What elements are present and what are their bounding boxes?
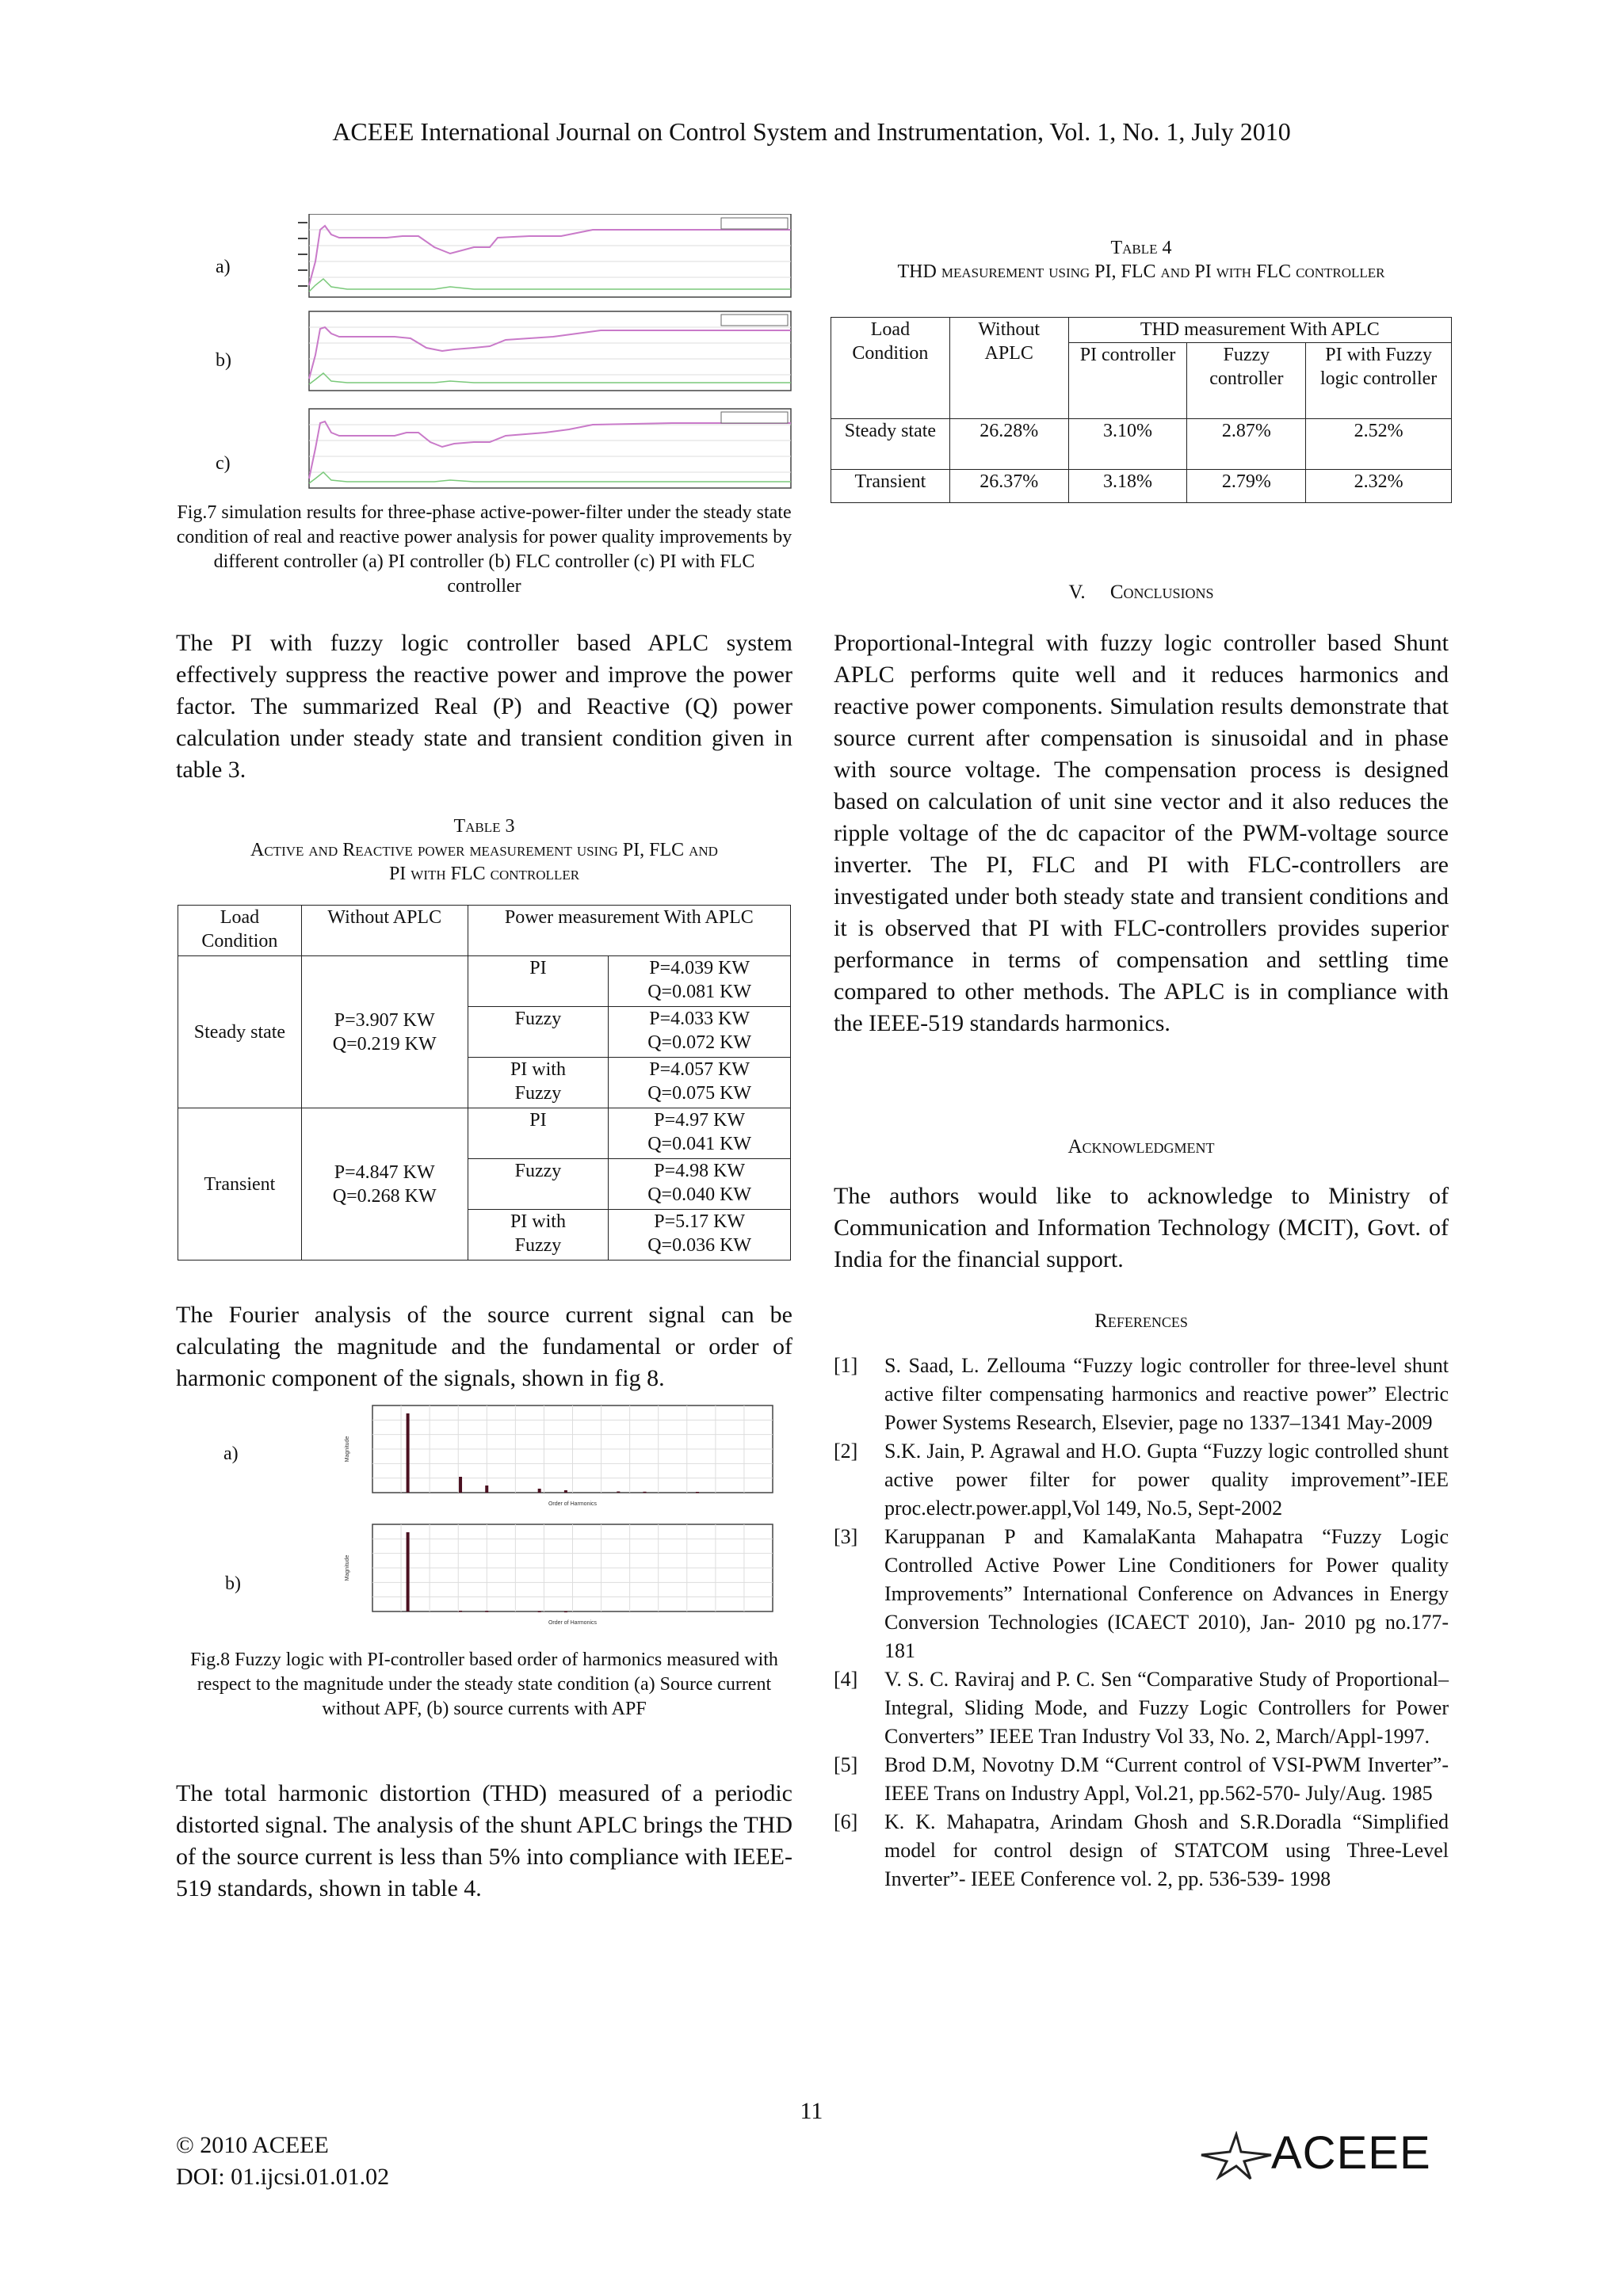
reference-item: [834, 1808, 1449, 1894]
table4-pi: 3.18%: [1068, 470, 1187, 503]
fig7-plots: [292, 214, 792, 499]
table3-ctrl: PI: [468, 1108, 609, 1159]
harmonic-bar: [564, 1611, 567, 1613]
conclusions-heading: [834, 582, 1449, 604]
table3-value: P=4.98 KW Q=0.040 KW: [609, 1159, 791, 1210]
paragraph-reactive-power: The PI with fuzzy logic controller based APLC system effectively suppress the reactive power and improve the power factor. The summarized Real (P) and Reactive (Q) power calculation under steady state and transient condition given in table 3.: [176, 630, 792, 783]
logo-text: ACEEE: [1271, 2127, 1431, 2179]
table3: [178, 905, 791, 1261]
table4-pifuzzy: 2.32%: [1306, 470, 1452, 503]
doi: DOI: 01.ijcsi.01.01.02: [176, 2164, 390, 2190]
harmonic-bar: [564, 1490, 567, 1493]
reference-text: V. S. C. Raviraj and P. C. Sen “Comparative Study of Proportional–Integral, Sliding Mode, and Fuzzy Logic Controllers for Power Converters” IEEE Tran Industry Vol 33, No. 2, March/Appl-1997.: [884, 1668, 1449, 1748]
table4-pi: 3.10%: [1068, 419, 1187, 470]
fig8-caption: Fig.8 Fuzzy logic with PI-controller based order of harmonics measured with respect to the magnitude under the steady state condition (a) Source current without APF, (b) source currents with APF: [190, 1650, 778, 1719]
harmonic-bar: [485, 1486, 488, 1493]
table4-pifuzzy: 2.52%: [1306, 419, 1452, 470]
aceee-logo: [1198, 2126, 1452, 2182]
table3-without-transient: P=4.847 KW Q=0.268 KW: [301, 1108, 468, 1261]
fig8-label-b: b): [225, 1573, 241, 1594]
paragraph-thd: The total harmonic distortion (THD) measured of a periodic distorted signal. The analysis of the shunt APLC brings the THD of the source current is less than 5% into compliance with IEEE-519 standards, shown in table 4.: [176, 1780, 792, 1901]
y-axis-label: Magnitude: [345, 1436, 350, 1463]
table4-cond: Transient: [831, 470, 950, 503]
fig7-label-c: c): [216, 453, 231, 474]
reference-number: [3]: [834, 1525, 858, 1548]
reference-item: [834, 1437, 1449, 1523]
reference-item: [834, 1751, 1449, 1808]
table4-header-thd: THD measurement With APLC: [1068, 318, 1451, 343]
reference-text: K. K. Mahapatra, Arindam Ghosh and S.R.Doradla “Simplified model for control design of STATCOM using Three-Level Inverter”- IEEE Conference vol. 2, pp. 536-539- 1998: [884, 1810, 1449, 1890]
harmonic-bar: [407, 1413, 410, 1493]
paragraph-fourier: The Fourier analysis of the source current signal can be calculating the magnitude and the fundamental or order of harmonic component of the signals, shown in fig 8.: [176, 1302, 792, 1391]
table3-cond-steady: Steady state: [178, 956, 302, 1108]
conclusions-title: Conclusions: [1109, 582, 1214, 603]
fig7-caption: Fig.7 simulation results for three-phase active-power-filter under the steady state condition of real and reactive power analysis for power quality improvements by different controller (a) PI controller (b) FLC controller (c) PI with FLC controller: [176, 502, 792, 597]
table4-header-pi: PI controller: [1068, 343, 1187, 419]
table3-without-steady: P=3.907 KW Q=0.219 KW: [301, 956, 468, 1108]
references-heading: References: [1094, 1310, 1188, 1332]
harmonic-bar: [485, 1611, 488, 1612]
x-axis-label: Order of Harmonics: [548, 1501, 598, 1507]
reference-number: [6]: [834, 1810, 858, 1833]
reference-number: [5]: [834, 1753, 858, 1776]
fig8-label-a: a): [223, 1444, 239, 1464]
table3-value: P=4.057 KW Q=0.075 KW: [609, 1058, 791, 1108]
copyright: © 2010 ACEEE: [176, 2132, 329, 2158]
table3-header-power: Power measurement With APLC: [468, 906, 790, 956]
harmonic-bar: [617, 1492, 620, 1493]
harmonic-bar: [538, 1489, 541, 1493]
table3-value: P=4.97 KW Q=0.041 KW: [609, 1108, 791, 1159]
harmonic-bar: [643, 1492, 647, 1493]
table4-without: 26.37%: [949, 470, 1068, 503]
table3-value: P=5.17 KW Q=0.036 KW: [609, 1210, 791, 1261]
table4-header-pifuzzy: PI with Fuzzy logic controller: [1306, 343, 1452, 419]
table4-header-without: Without APLC: [949, 318, 1068, 419]
fig7-label-a: a): [216, 257, 231, 277]
table3-title: Table 3: [453, 816, 515, 837]
harmonic-bar: [407, 1532, 410, 1611]
table4-cond: Steady state: [831, 419, 950, 470]
y-axis-label: Magnitude: [345, 1554, 350, 1581]
table3-subtitle-2: PI with FLC controller: [388, 864, 580, 884]
acknowledgment-text: The authors would like to acknowledge to Ministry of Communication and Information Technology (MCIT), Govt. of India for the financial support.: [834, 1183, 1449, 1272]
references-list: [834, 1352, 1449, 1894]
fig8-chart-a: [345, 1405, 773, 1507]
reference-text: S. Saad, L. Zellouma “Fuzzy logic controller for three-level shunt active filter compensating harmonics and reactive power” Electric Power Systems Research, Elsevier, page no 1337–1341 May-2009: [884, 1354, 1449, 1434]
table3-value: P=4.033 KW Q=0.072 KW: [609, 1007, 791, 1058]
fig7-plot-a: [298, 214, 791, 297]
table3-subtitle-1: Active and Reactive power measurement using PI, FLC and: [250, 840, 718, 860]
table4: [831, 317, 1452, 503]
reference-number: [4]: [834, 1668, 858, 1691]
table3-ctrl: Fuzzy: [468, 1159, 609, 1210]
running-header: ACEEE International Journal on Control System and Instrumentation, Vol. 1, No. 1, July 2010: [332, 117, 1291, 146]
conclusions-number: V.: [1068, 582, 1086, 603]
harmonic-bar: [696, 1492, 699, 1493]
table4-header-load: Load Condition: [831, 318, 950, 419]
table3-ctrl: PI with Fuzzy: [468, 1058, 609, 1108]
fig7-label-b: b): [216, 350, 231, 371]
table4-without: 26.28%: [949, 419, 1068, 470]
table4-subtitle: THD measurement using PI, FLC and PI with FLC controller: [897, 261, 1385, 282]
reference-text: Karuppanan P and KamalaKanta Mahapatra “Fuzzy Logic Controlled Active Power Line Conditioners for Power quality Improvements” International Conference on Advances in Energy Conversion Technologies (ICAECT 2010), Jan- 2010 pg no.177-181: [884, 1525, 1449, 1662]
harmonic-bar: [459, 1611, 462, 1612]
table3-cond-transient: Transient: [178, 1108, 302, 1261]
reference-number: [1]: [834, 1354, 858, 1377]
table4-fuzzy: 2.79%: [1187, 470, 1306, 503]
harmonic-bar: [538, 1611, 541, 1613]
reference-number: [2]: [834, 1440, 858, 1463]
table3-header-without: Without APLC: [301, 906, 468, 956]
reference-text: S.K. Jain, P. Agrawal and H.O. Gupta “Fuzzy logic controlled shunt active power filter for power quality improvement”-IEE proc.electr.power.appl,Vol 149, No.5, Sept-2002: [884, 1440, 1449, 1520]
table3-ctrl: Fuzzy: [468, 1007, 609, 1058]
reference-item: [834, 1352, 1449, 1437]
table4-fuzzy: 2.87%: [1187, 419, 1306, 470]
reference-item: [834, 1665, 1449, 1751]
page-number: 11: [800, 2098, 823, 2124]
table3-header-load: Load Condition: [178, 906, 302, 956]
table4-header-fuzzy: Fuzzy controller: [1187, 343, 1306, 419]
fig7-plot-c: [309, 409, 791, 488]
fig8-harmonic-charts: [325, 1398, 785, 1635]
x-axis-label: Order of Harmonics: [548, 1620, 598, 1626]
conclusions-text: Proportional-Integral with fuzzy logic controller based Shunt APLC performs quite well and it reduces harmonics and reactive power components. Simulation results demonstrate that source current after compensation is sinusoidal and in phase with source voltage. The compensation process is designed based on calculation of unit sine vector and it also reduces the ripple voltage of the dc capacitor of the PWM-voltage source inverter. The PI, FLC and PI with FLC-controllers are investigated under both steady state and transient conditions and it is observed that PI with FLC-controllers provides superior performance in terms of compensation and settling time compared to other methods. The APLC is in compliance with the IEEE-519 standards harmonics.: [834, 630, 1449, 1036]
fig7-plot-b: [309, 311, 791, 391]
table4-title: Table 4: [1110, 238, 1172, 258]
fig8-chart-b: [345, 1524, 773, 1626]
table3-ctrl: PI with Fuzzy: [468, 1210, 609, 1261]
star-logo-icon: [1198, 2131, 1274, 2182]
harmonic-bar: [459, 1477, 462, 1493]
acknowledgment-heading: Acknowledgment: [1067, 1136, 1215, 1158]
reference-item: [834, 1523, 1449, 1665]
reference-text: Brod D.M, Novotny D.M “Current control of VSI-PWM Inverter”-IEEE Trans on Industry Appl, Vol.21, pp.562-570- July/Aug. 1985: [884, 1753, 1449, 1805]
table3-value: P=4.039 KW Q=0.081 KW: [609, 956, 791, 1007]
table3-ctrl: PI: [468, 956, 609, 1007]
